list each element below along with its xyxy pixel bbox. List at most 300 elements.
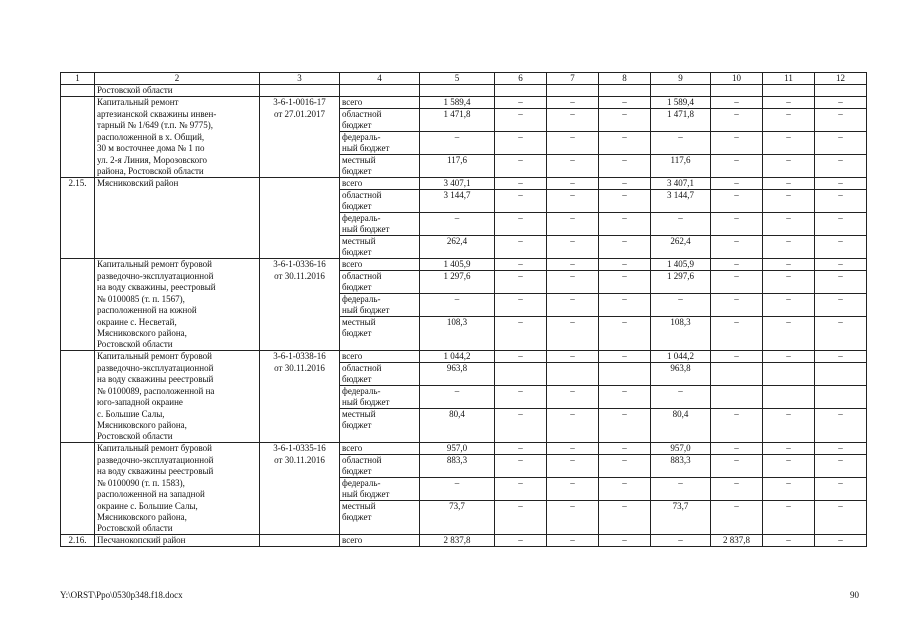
amount-cell: 1 589,4 bbox=[420, 97, 495, 109]
budget-source-cell bbox=[340, 523, 420, 535]
amount-cell bbox=[547, 339, 599, 351]
budget-source-cell: всего bbox=[340, 535, 420, 547]
amount-cell bbox=[711, 374, 763, 386]
amount-cell bbox=[547, 143, 599, 155]
amount-cell: – bbox=[711, 190, 763, 202]
item-number-cell bbox=[61, 190, 95, 202]
amount-cell: – bbox=[651, 478, 711, 490]
amount-cell bbox=[711, 120, 763, 132]
amount-cell bbox=[763, 224, 815, 236]
item-number-cell bbox=[61, 317, 95, 329]
amount-cell: 1 297,6 bbox=[420, 271, 495, 283]
amount-cell: 957,0 bbox=[651, 443, 711, 455]
amount-cell: – bbox=[599, 478, 651, 490]
amount-cell: – bbox=[495, 294, 547, 306]
decree-cell bbox=[260, 409, 340, 421]
budget-source-cell: ный бюджет bbox=[340, 489, 420, 501]
amount-cell bbox=[420, 523, 495, 535]
decree-cell bbox=[260, 535, 340, 547]
decree-cell bbox=[260, 120, 340, 132]
item-number-cell bbox=[61, 455, 95, 467]
amount-cell: – bbox=[495, 455, 547, 467]
amount-cell: 1 589,4 bbox=[651, 97, 711, 109]
amount-cell: – bbox=[815, 236, 867, 248]
amount-cell bbox=[547, 166, 599, 178]
amount-cell bbox=[495, 201, 547, 213]
amount-cell bbox=[651, 420, 711, 431]
amount-cell bbox=[495, 489, 547, 501]
amount-cell: – bbox=[815, 351, 867, 363]
amount-cell bbox=[815, 386, 867, 398]
item-number-cell bbox=[61, 132, 95, 144]
decree-cell bbox=[260, 317, 340, 329]
budget-source-cell: местный bbox=[340, 501, 420, 513]
amount-cell bbox=[711, 166, 763, 178]
amount-cell: – bbox=[495, 351, 547, 363]
budget-source-cell: федераль- bbox=[340, 294, 420, 306]
amount-cell: – bbox=[599, 109, 651, 121]
amount-cell: – bbox=[711, 97, 763, 109]
amount-cell: – bbox=[547, 155, 599, 167]
object-name-cell: Мясниковского района, bbox=[95, 328, 260, 339]
amount-cell bbox=[651, 397, 711, 409]
amount-cell bbox=[815, 305, 867, 317]
decree-cell bbox=[260, 420, 340, 431]
budget-source-cell: всего bbox=[340, 259, 420, 271]
amount-cell: – bbox=[599, 190, 651, 202]
amount-cell: 108,3 bbox=[420, 317, 495, 329]
decree-cell: от 30.11.2016 bbox=[260, 363, 340, 375]
amount-cell: – bbox=[547, 386, 599, 398]
decree-cell bbox=[260, 132, 340, 144]
amount-cell: – bbox=[547, 443, 599, 455]
budget-source-cell: областной bbox=[340, 190, 420, 202]
budget-source-cell: бюджет bbox=[340, 166, 420, 178]
amount-cell: – bbox=[711, 132, 763, 144]
amount-cell: – bbox=[495, 213, 547, 225]
amount-cell bbox=[651, 305, 711, 317]
decree-cell bbox=[260, 178, 340, 190]
amount-cell bbox=[815, 85, 867, 97]
table-row bbox=[61, 294, 867, 306]
amount-cell bbox=[815, 397, 867, 409]
amount-cell: 3 407,1 bbox=[420, 178, 495, 190]
amount-cell bbox=[547, 305, 599, 317]
amount-cell bbox=[651, 120, 711, 132]
amount-cell bbox=[599, 120, 651, 132]
decree-cell bbox=[260, 305, 340, 317]
amount-cell: – bbox=[599, 97, 651, 109]
amount-cell bbox=[599, 374, 651, 386]
object-name-cell: ул. 2-я Линия, Морозовского bbox=[95, 155, 260, 167]
object-name-cell bbox=[95, 247, 260, 259]
amount-cell bbox=[495, 466, 547, 478]
amount-cell bbox=[763, 328, 815, 339]
amount-cell: – bbox=[763, 178, 815, 190]
decree-cell: 3-6-1-0336-16 bbox=[260, 259, 340, 271]
amount-cell bbox=[599, 512, 651, 523]
item-number-cell bbox=[61, 328, 95, 339]
amount-cell: – bbox=[599, 501, 651, 513]
amount-cell bbox=[711, 247, 763, 259]
object-name-cell: Песчанокопский район bbox=[95, 535, 260, 547]
table-row bbox=[61, 247, 867, 259]
amount-cell bbox=[599, 224, 651, 236]
decree-cell bbox=[260, 201, 340, 213]
header-row bbox=[61, 73, 867, 85]
amount-cell: – bbox=[815, 455, 867, 467]
amount-cell bbox=[495, 339, 547, 351]
amount-cell bbox=[420, 166, 495, 178]
amount-cell bbox=[495, 120, 547, 132]
amount-cell bbox=[711, 363, 763, 375]
amount-cell bbox=[815, 120, 867, 132]
amount-cell bbox=[763, 363, 815, 375]
amount-cell: – bbox=[763, 317, 815, 329]
amount-cell: – bbox=[495, 501, 547, 513]
table-row bbox=[61, 109, 867, 121]
amount-cell bbox=[420, 85, 495, 97]
amount-cell: – bbox=[495, 259, 547, 271]
amount-cell bbox=[599, 143, 651, 155]
amount-cell: 108,3 bbox=[651, 317, 711, 329]
item-number-cell bbox=[61, 363, 95, 375]
table-row bbox=[61, 155, 867, 167]
decree-cell bbox=[260, 190, 340, 202]
budget-source-cell: всего bbox=[340, 97, 420, 109]
item-number-cell bbox=[61, 305, 95, 317]
table-row bbox=[61, 236, 867, 248]
item-number-cell bbox=[61, 374, 95, 386]
amount-cell: – bbox=[763, 213, 815, 225]
amount-cell: 883,3 bbox=[420, 455, 495, 467]
amount-cell: 262,4 bbox=[651, 236, 711, 248]
amount-cell bbox=[599, 489, 651, 501]
amount-cell: – bbox=[711, 236, 763, 248]
amount-cell: – bbox=[815, 190, 867, 202]
amount-cell bbox=[495, 328, 547, 339]
budget-source-cell: ный бюджет bbox=[340, 143, 420, 155]
amount-cell: – bbox=[763, 190, 815, 202]
decree-cell bbox=[260, 282, 340, 294]
budget-source-cell: ный бюджет bbox=[340, 305, 420, 317]
amount-cell bbox=[763, 420, 815, 431]
amount-cell: – bbox=[599, 386, 651, 398]
item-number-cell bbox=[61, 201, 95, 213]
amount-cell bbox=[599, 166, 651, 178]
item-number-cell bbox=[61, 166, 95, 178]
amount-cell: – bbox=[711, 455, 763, 467]
amount-cell bbox=[651, 339, 711, 351]
table-row bbox=[61, 420, 867, 431]
amount-cell: – bbox=[495, 317, 547, 329]
amount-cell bbox=[815, 224, 867, 236]
amount-cell bbox=[495, 431, 547, 443]
amount-cell bbox=[420, 431, 495, 443]
table-row bbox=[61, 201, 867, 213]
amount-cell: – bbox=[495, 236, 547, 248]
amount-cell bbox=[420, 397, 495, 409]
object-name-cell: № 0100089, расположенной на bbox=[95, 386, 260, 398]
object-name-cell bbox=[95, 190, 260, 202]
amount-cell: – bbox=[763, 294, 815, 306]
object-name-cell: окраине с. Несветай, bbox=[95, 317, 260, 329]
amount-cell bbox=[420, 489, 495, 501]
amount-cell bbox=[815, 143, 867, 155]
object-name-cell: Ростовской области bbox=[95, 431, 260, 443]
item-number-cell bbox=[61, 512, 95, 523]
amount-cell bbox=[420, 328, 495, 339]
object-name-cell: Мясниковского района, bbox=[95, 420, 260, 431]
item-number-cell bbox=[61, 431, 95, 443]
amount-cell: – bbox=[547, 190, 599, 202]
amount-cell: 1 044,2 bbox=[420, 351, 495, 363]
decree-cell bbox=[260, 224, 340, 236]
item-number-cell bbox=[61, 351, 95, 363]
amount-cell: – bbox=[420, 294, 495, 306]
amount-cell: – bbox=[547, 97, 599, 109]
amount-cell: 73,7 bbox=[420, 501, 495, 513]
object-name-cell: Капитальный ремонт bbox=[95, 97, 260, 109]
amount-cell: – bbox=[495, 190, 547, 202]
amount-cell bbox=[547, 282, 599, 294]
table-row bbox=[61, 374, 867, 386]
item-number-cell bbox=[61, 85, 95, 97]
amount-cell: 80,4 bbox=[420, 409, 495, 421]
amount-cell bbox=[599, 85, 651, 97]
amount-cell bbox=[711, 512, 763, 523]
decree-cell: от 27.01.2017 bbox=[260, 109, 340, 121]
budget-source-cell: областной bbox=[340, 455, 420, 467]
budget-source-cell: местный bbox=[340, 236, 420, 248]
amount-cell bbox=[420, 282, 495, 294]
item-number-cell bbox=[61, 143, 95, 155]
item-number-cell bbox=[61, 501, 95, 513]
item-number-cell bbox=[61, 386, 95, 398]
decree-cell bbox=[260, 155, 340, 167]
budget-source-cell: местный bbox=[340, 155, 420, 167]
amount-cell: – bbox=[711, 443, 763, 455]
object-name-cell: тарный № 1/649 (т.п. № 9775), bbox=[95, 120, 260, 132]
amount-cell: – bbox=[547, 351, 599, 363]
table-row bbox=[61, 178, 867, 190]
amount-cell: – bbox=[651, 294, 711, 306]
object-name-cell: Капитальный ремонт буровой bbox=[95, 443, 260, 455]
amount-cell: – bbox=[599, 178, 651, 190]
amount-cell: – bbox=[495, 155, 547, 167]
amount-cell: – bbox=[763, 501, 815, 513]
object-name-cell: района, Ростовской области bbox=[95, 166, 260, 178]
amount-cell bbox=[815, 328, 867, 339]
amount-cell: – bbox=[547, 236, 599, 248]
amount-cell bbox=[599, 523, 651, 535]
item-number-cell bbox=[61, 489, 95, 501]
amount-cell: – bbox=[763, 236, 815, 248]
amount-cell: – bbox=[495, 132, 547, 144]
item-number-cell bbox=[61, 523, 95, 535]
budget-source-cell: местный bbox=[340, 317, 420, 329]
amount-cell bbox=[495, 363, 547, 375]
table-row bbox=[61, 132, 867, 144]
item-number-cell bbox=[61, 282, 95, 294]
amount-cell bbox=[599, 466, 651, 478]
col-header: 7 bbox=[547, 73, 599, 85]
amount-cell bbox=[815, 247, 867, 259]
object-name-cell: артезианской скважины инвен- bbox=[95, 109, 260, 121]
decree-cell bbox=[260, 247, 340, 259]
amount-cell bbox=[815, 282, 867, 294]
amount-cell bbox=[711, 386, 763, 398]
amount-cell: 1 405,9 bbox=[651, 259, 711, 271]
amount-cell bbox=[651, 328, 711, 339]
amount-cell: – bbox=[547, 109, 599, 121]
amount-cell: 3 407,1 bbox=[651, 178, 711, 190]
budget-source-cell: всего bbox=[340, 443, 420, 455]
table-row bbox=[61, 386, 867, 398]
amount-cell: – bbox=[547, 409, 599, 421]
amount-cell bbox=[495, 224, 547, 236]
amount-cell: – bbox=[547, 271, 599, 283]
amount-cell bbox=[711, 339, 763, 351]
amount-cell: – bbox=[547, 294, 599, 306]
amount-cell: – bbox=[763, 478, 815, 490]
item-number-cell bbox=[61, 466, 95, 478]
object-name-cell: Ростовской области bbox=[95, 85, 260, 97]
decree-cell bbox=[260, 512, 340, 523]
amount-cell bbox=[651, 201, 711, 213]
amount-cell bbox=[711, 523, 763, 535]
budget-source-cell: бюджет bbox=[340, 120, 420, 132]
amount-cell bbox=[420, 120, 495, 132]
amount-cell bbox=[711, 328, 763, 339]
item-number-cell bbox=[61, 420, 95, 431]
budget-source-cell: ный бюджет bbox=[340, 397, 420, 409]
amount-cell: – bbox=[599, 409, 651, 421]
amount-cell: – bbox=[547, 213, 599, 225]
object-name-cell: на воду скважины реестровый bbox=[95, 374, 260, 386]
amount-cell bbox=[599, 247, 651, 259]
amount-cell bbox=[547, 489, 599, 501]
amount-cell bbox=[495, 247, 547, 259]
amount-cell: – bbox=[815, 155, 867, 167]
budget-source-cell: областной bbox=[340, 363, 420, 375]
object-name-cell: Капитальный ремонт буровой bbox=[95, 259, 260, 271]
amount-cell: – bbox=[815, 178, 867, 190]
amount-cell: – bbox=[763, 409, 815, 421]
item-number-cell bbox=[61, 236, 95, 248]
object-name-cell bbox=[95, 213, 260, 225]
amount-cell bbox=[763, 397, 815, 409]
amount-cell: 963,8 bbox=[420, 363, 495, 375]
amount-cell: – bbox=[495, 386, 547, 398]
item-number-cell bbox=[61, 120, 95, 132]
decree-cell bbox=[260, 339, 340, 351]
amount-cell: – bbox=[547, 455, 599, 467]
amount-cell: 1 471,8 bbox=[420, 109, 495, 121]
amount-cell: – bbox=[815, 294, 867, 306]
table-row bbox=[61, 143, 867, 155]
amount-cell bbox=[599, 305, 651, 317]
amount-cell: – bbox=[711, 178, 763, 190]
decree-cell bbox=[260, 85, 340, 97]
budget-source-cell: областной bbox=[340, 271, 420, 283]
decree-cell bbox=[260, 328, 340, 339]
amount-cell bbox=[815, 166, 867, 178]
decree-cell bbox=[260, 236, 340, 248]
amount-cell: – bbox=[763, 155, 815, 167]
amount-cell: – bbox=[763, 259, 815, 271]
amount-cell: – bbox=[815, 132, 867, 144]
amount-cell bbox=[651, 282, 711, 294]
amount-cell bbox=[763, 282, 815, 294]
table-row bbox=[61, 512, 867, 523]
table-row bbox=[61, 455, 867, 467]
item-number-cell bbox=[61, 271, 95, 283]
item-number-cell bbox=[61, 397, 95, 409]
amount-cell: 1 405,9 bbox=[420, 259, 495, 271]
amount-cell bbox=[599, 431, 651, 443]
amount-cell bbox=[763, 466, 815, 478]
object-name-cell bbox=[95, 224, 260, 236]
decree-cell bbox=[260, 294, 340, 306]
amount-cell bbox=[651, 489, 711, 501]
amount-cell: – bbox=[547, 478, 599, 490]
amount-cell bbox=[495, 85, 547, 97]
amount-cell bbox=[763, 120, 815, 132]
amount-cell: – bbox=[711, 155, 763, 167]
amount-cell bbox=[495, 397, 547, 409]
amount-cell: – bbox=[711, 271, 763, 283]
table-row bbox=[61, 489, 867, 501]
object-name-cell: 30 м восточнее дома № 1 по bbox=[95, 143, 260, 155]
amount-cell bbox=[495, 512, 547, 523]
budget-source-cell bbox=[340, 339, 420, 351]
decree-cell bbox=[260, 466, 340, 478]
amount-cell: 117,6 bbox=[651, 155, 711, 167]
col-header: 5 bbox=[420, 73, 495, 85]
amount-cell bbox=[420, 247, 495, 259]
amount-cell bbox=[547, 328, 599, 339]
amount-cell bbox=[599, 282, 651, 294]
amount-cell bbox=[763, 523, 815, 535]
amount-cell: – bbox=[420, 386, 495, 398]
item-number-cell bbox=[61, 443, 95, 455]
amount-cell bbox=[599, 328, 651, 339]
amount-cell bbox=[651, 374, 711, 386]
amount-cell bbox=[815, 431, 867, 443]
amount-cell: – bbox=[651, 132, 711, 144]
amount-cell bbox=[763, 374, 815, 386]
item-number-cell bbox=[61, 109, 95, 121]
budget-source-cell bbox=[340, 85, 420, 97]
decree-cell: от 30.11.2016 bbox=[260, 455, 340, 467]
amount-cell bbox=[651, 431, 711, 443]
amount-cell: 262,4 bbox=[420, 236, 495, 248]
amount-cell: – bbox=[763, 132, 815, 144]
object-name-cell: окраине с. Большие Салы, bbox=[95, 501, 260, 513]
amount-cell: – bbox=[420, 132, 495, 144]
amount-cell bbox=[651, 523, 711, 535]
amount-cell bbox=[495, 523, 547, 535]
item-number-cell bbox=[61, 247, 95, 259]
decree-cell bbox=[260, 213, 340, 225]
amount-cell bbox=[547, 224, 599, 236]
decree-cell bbox=[260, 143, 340, 155]
amount-cell: – bbox=[599, 132, 651, 144]
decree-cell bbox=[260, 431, 340, 443]
budget-source-cell: ный бюджет bbox=[340, 224, 420, 236]
table-row bbox=[61, 224, 867, 236]
